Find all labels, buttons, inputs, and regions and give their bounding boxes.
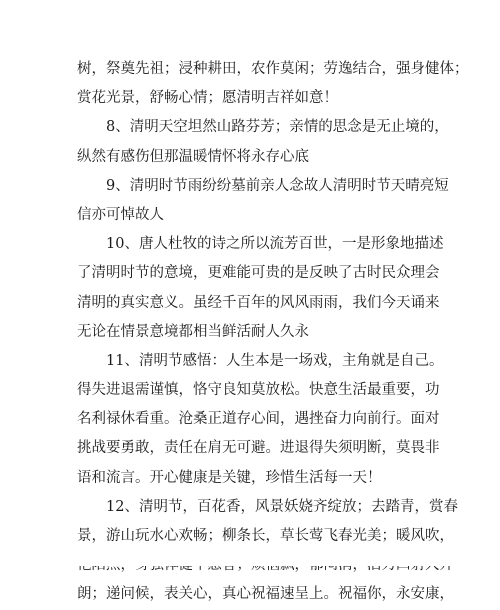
text-line: 12、清明节，百花香，风景妖娆齐绽放；去踏青，赏春 (106, 498, 458, 515)
paragraph-7-continued (77, 55, 469, 113)
paragraph-9 (77, 172, 449, 230)
text-line: 赏花光景，舒畅心情；愿清明吉祥如意！ (77, 90, 338, 107)
paragraph-11 (77, 347, 444, 493)
text-line: 9、清明时节雨纷纷墓前亲人念故人清明时节天晴亮短 (106, 177, 449, 194)
text-line: 语和流言。开心健康是关键，珍惜生活每一天！ (77, 469, 382, 486)
text-line: 了清明时节的意境，更难能可贵的是反映了古时民众理会 (77, 265, 440, 282)
text-line: 清明的真实意义。虽经千百年的风风雨雨，我们今天诵来 (77, 294, 440, 311)
text-line: 挑战要勇敢，责任在肩无可避。进退得失须明断，莫畏非 (77, 440, 440, 457)
text-line: 朗；递问候，表关心，真心祝福速呈上。祝福你，永安康， (77, 586, 454, 603)
text-line: 11、清明节感悟：人生本是一场戏，主角就是自己。 (106, 352, 444, 369)
text-line: 信亦可悼故人 (77, 206, 164, 223)
text-line: 得失进退需谨慎，恪守良知莫放松。快意生活最重要，功 (77, 382, 440, 399)
text-line: 无论在情景意境都相当鲜活耐人久永 (77, 323, 309, 340)
document-body (77, 55, 469, 610)
text-line: 名利禄休看重。沧桑正道存心间，遇挫奋力向前行。面对 (77, 411, 440, 428)
text-line: 景，游山玩水心欢畅；柳条长，草长莺飞春光美；暖风吹， (77, 528, 454, 544)
paragraph-8 (77, 113, 449, 171)
text-line: 纵然有感伤但那温暖情怀将永存心底 (77, 148, 309, 165)
paragraph-10 (77, 230, 444, 347)
text-line: 树，祭奠先祖；浸种耕田，农作莫闲；劳逸结合，强身健体； (77, 61, 469, 77)
text-line: 10、唐人杜牧的诗之所以流芳百世，一是形象地描述 (106, 236, 444, 253)
page-bottom-edge (0, 548, 500, 566)
text-line: 8、清明天空坦然山路芬芳；亲情的思念是无止境的， (106, 119, 449, 136)
